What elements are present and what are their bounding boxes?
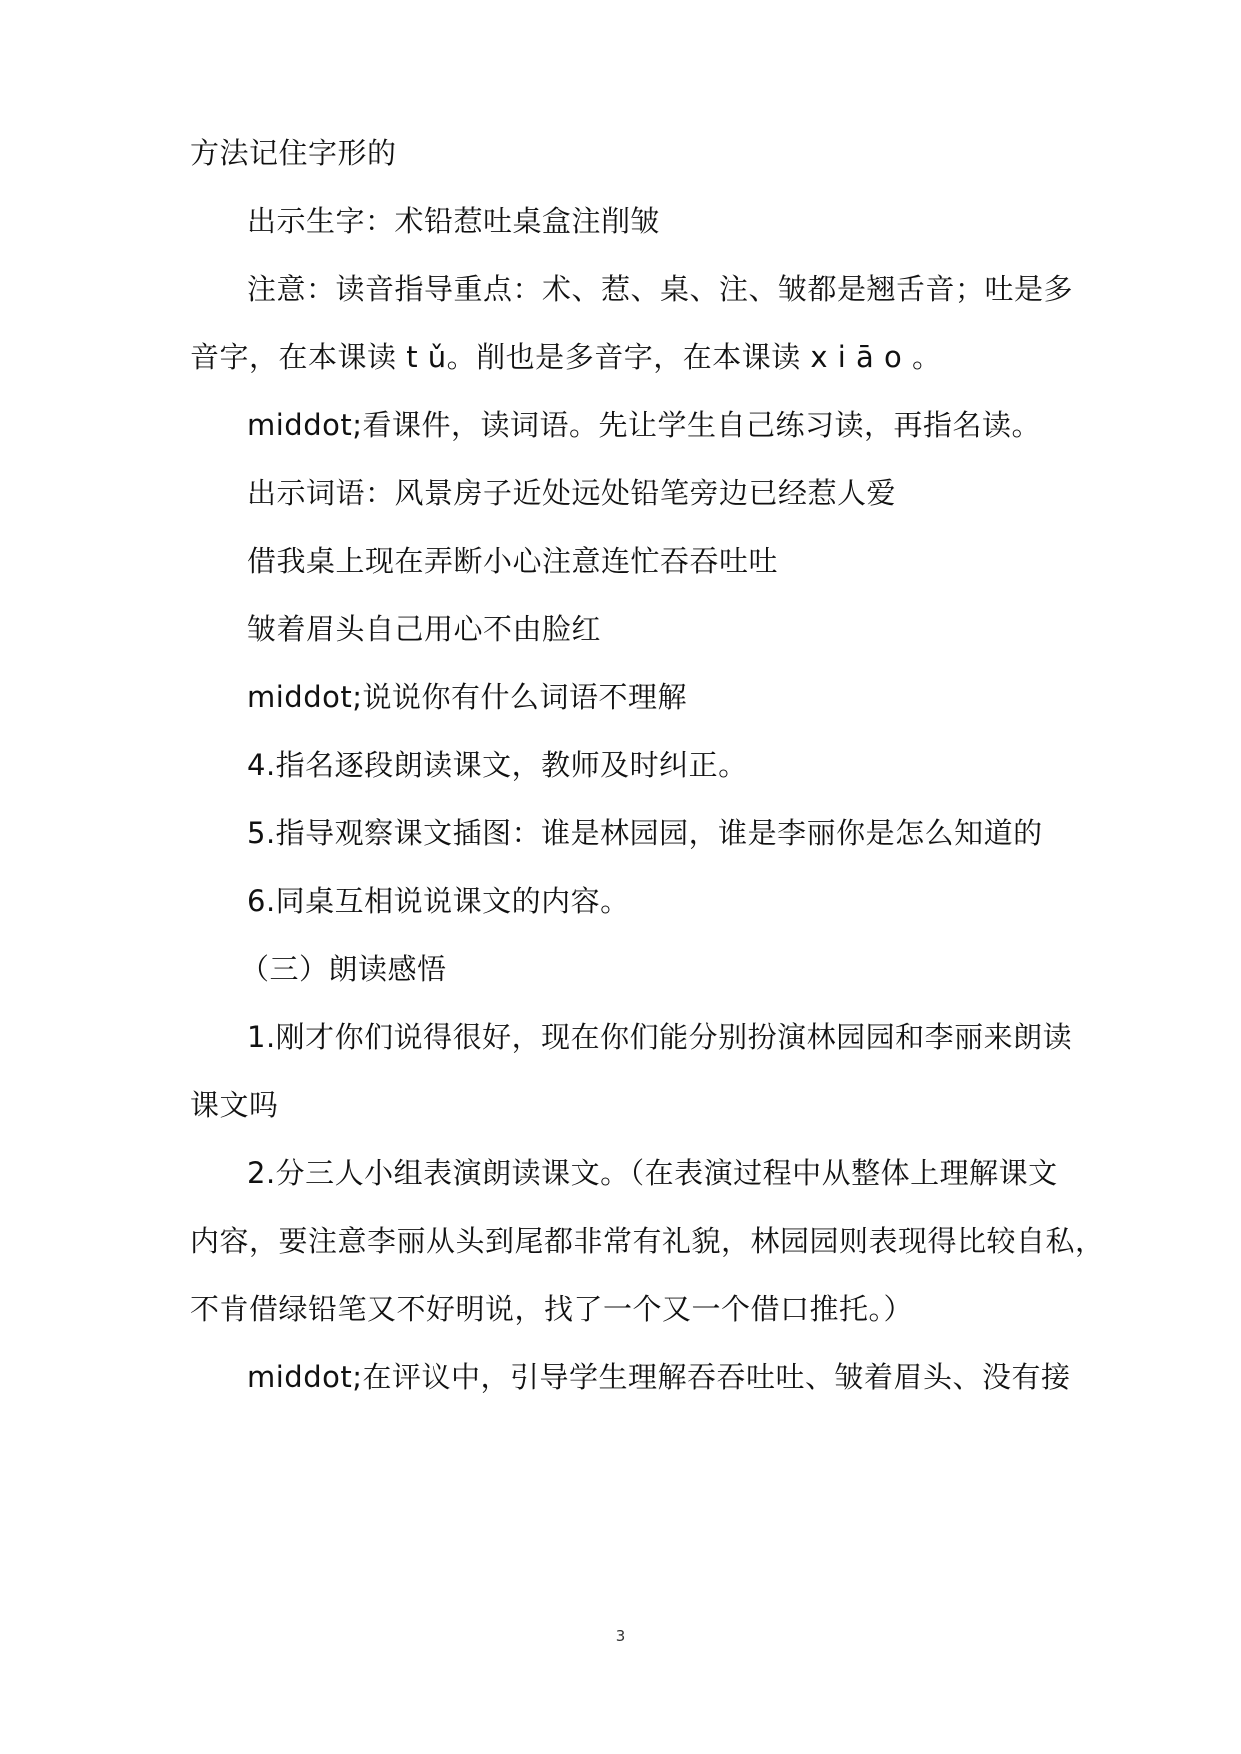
text-line-item-1-continuation: 课文吗 <box>190 1088 279 1122</box>
text-line-item-1: 1.刚才你们说得很好，现在你们能分别扮演林园园和李丽来朗读 <box>247 1020 1073 1054</box>
section-heading: （三）朗读感悟 <box>240 952 447 986</box>
text-line-read-words: middot;看课件，读词语。先让学生自己练习读，再指名读。 <box>247 408 1042 442</box>
page-number: 3 <box>615 1627 626 1645</box>
text-line-continuation: 方法记住字形的 <box>190 136 397 170</box>
text-line-word-list-2: 借我桌上现在弄断小心注意连忙吞吞吐吐 <box>247 544 779 578</box>
text-line-evaluation: middot;在评议中，引导学生理解吞吞吐吐、皱着眉头、没有接 <box>247 1360 1071 1394</box>
text-line-polyphone-note: 音字，在本课读 t ǔ。削也是多音字，在本课读 x i ā o 。 <box>190 340 942 374</box>
text-line-item-2: 2.分三人小组表演朗读课文。（在表演过程中从整体上理解课文 <box>247 1156 1058 1190</box>
text-line-ask-words: middot;说说你有什么词语不理解 <box>247 680 688 714</box>
text-line-pronunciation-note: 注意：读音指导重点：术、惹、桌、注、皱都是翘舌音；吐是多 <box>247 272 1074 306</box>
text-line-step-5: 5.指导观察课文插图：谁是林园园，谁是李丽你是怎么知道的 <box>247 816 1043 850</box>
text-line-step-4: 4.指名逐段朗读课文，教师及时纠正。 <box>247 748 748 782</box>
text-line-word-list-1: 出示词语：风景房子近处远处铅笔旁边已经惹人爱 <box>247 476 897 510</box>
text-line-step-6: 6.同桌互相说说课文的内容。 <box>247 884 630 918</box>
text-line-new-characters: 出示生字：术铅惹吐桌盒注削皱 <box>247 204 661 238</box>
text-line-word-list-3: 皱着眉头自己用心不由脸红 <box>247 612 602 646</box>
text-line-item-2-continuation-1: 内容，要注意李丽从头到尾都非常有礼貌，林园园则表现得比较自私， <box>190 1224 1105 1258</box>
text-line-item-2-continuation-2: 不肯借绿铅笔又不好明说，找了一个又一个借口推托。） <box>190 1292 914 1326</box>
